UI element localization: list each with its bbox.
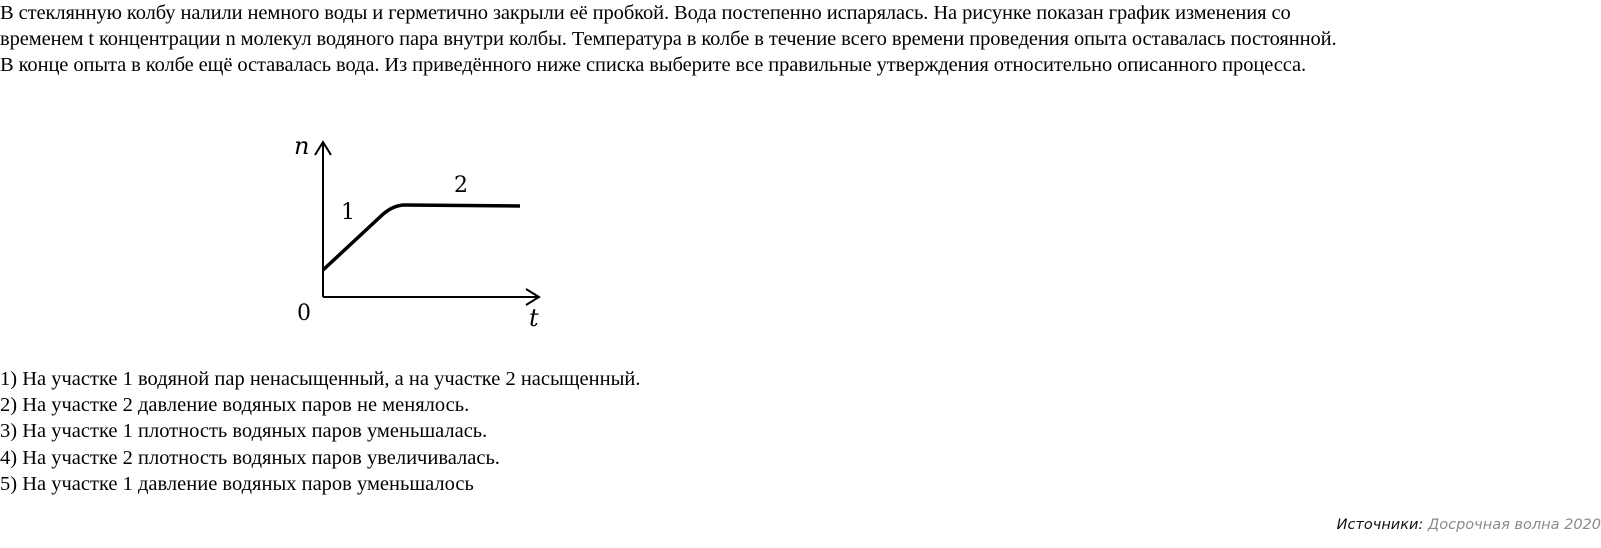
source-label: Источники: [1336,517,1424,533]
answer-options [0,366,640,497]
option-1: 1) На участке 1 водяной пар ненасыщенный, а на участке 2 насыщенный. [0,368,641,390]
problem-line-2: временем t концентрации n молекул водяного пара внутри колбы. Температура в колбе в течение всего времени проведения опыта оставалась постоянной. [0,28,1337,50]
problem-line-1: В стеклянную колбу налили немного воды и герметично закрыли её пробкой. Вода постепенно испарялась. На рисунке показан график изменения со [0,2,1291,24]
option-4: 4) На участке 2 плотность водяных паров увеличивалась. [0,446,500,469]
origin-label: 0 [297,301,311,326]
option-5: 5) На участке 1 давление водяных паров уменьшалось [0,472,474,495]
segment-2-label: 2 [454,173,468,198]
y-axis-label: n [294,132,310,160]
source-note [1337,517,1601,533]
problem-statement [0,0,1601,78]
concentration-time-graph [280,120,560,340]
option-2: 2) На участке 2 давление водяных паров не менялось. [0,394,470,417]
segment-1-label: 1 [341,200,355,225]
x-axis-label: t [529,304,539,332]
problem-line-3: В конце опыта в колбе ещё оставалась вода. Из приведённого ниже списка выберите все правильные утверждения относительно описанного процесса. [0,54,1307,76]
source-link[interactable]: Досрочная волна 2020 [1427,517,1601,533]
option-3: 3) На участке 1 плотность водяных паров уменьшалась. [0,420,488,443]
